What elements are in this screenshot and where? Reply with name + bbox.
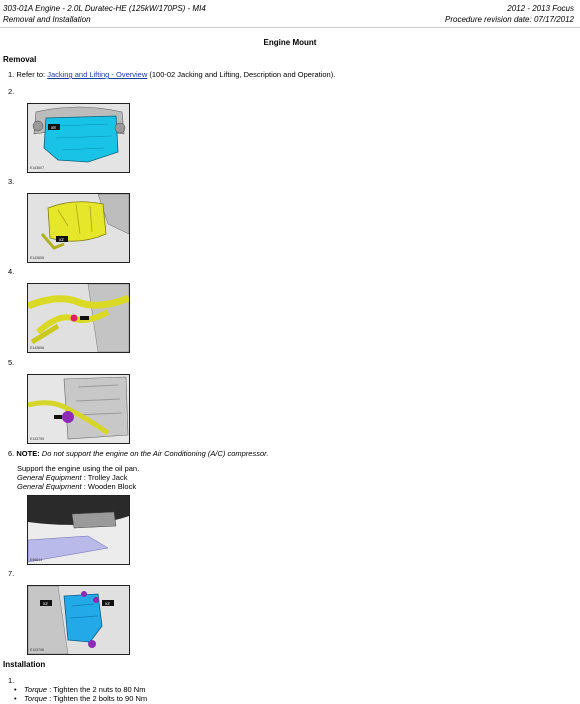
removal-heading: Removal [3, 55, 37, 64]
figure-id: E143655 [30, 256, 45, 260]
figure-id: E143796 [30, 648, 45, 652]
figure-step-2 [27, 103, 130, 173]
callout-label: x8 [51, 125, 56, 130]
figure-id: E143795 [30, 437, 45, 441]
removal-step-6: 6. NOTE: Do not support the engine on the Air Conditioning (A/C) compressor. [8, 449, 269, 458]
removal-step-7-number: 7. [8, 569, 15, 578]
equipment-line-1: General Equipment : Trolley Jack [17, 473, 128, 482]
callout-label-left: x2 [43, 601, 48, 606]
doc-subtitle: Removal and Installation [3, 15, 91, 24]
note-text: Do not support the engine on the Air Conditioning (A/C) compressor. [39, 449, 269, 458]
note-label: NOTE: [16, 449, 40, 458]
engine-mount-illustration [28, 586, 129, 654]
document-header [0, 0, 580, 28]
figure-id: E96644 [30, 558, 43, 562]
vehicle-label: 2012 - 2013 Focus [507, 4, 574, 13]
figure-step-3 [27, 193, 130, 263]
figure-step-7 [27, 585, 130, 655]
installation-step-1-number: 1. [8, 676, 15, 685]
figure-step-5 [27, 374, 130, 444]
page-title: Engine Mount [263, 38, 317, 47]
hose-bracket-illustration [28, 284, 129, 352]
removal-step-3-number: 3. [8, 177, 15, 186]
harness-bracket-illustration [28, 375, 129, 443]
removal-step-4-number: 4. [8, 267, 15, 276]
removal-step-5-number: 5. [8, 358, 15, 367]
figure-id: E143607 [30, 166, 45, 170]
oil-pan-support-illustration [28, 496, 129, 564]
removal-step-1: 1. Refer to: Jacking and Lifting - Overview (100-02 Jacking and Lifting, Description and Operation). [8, 70, 336, 79]
revision-date: Procedure revision date: 07/17/2012 [445, 15, 574, 24]
figure-step-4 [27, 283, 130, 353]
installation-heading: Installation [3, 660, 46, 669]
step-6-instruction: Support the engine using the oil pan. [17, 464, 140, 473]
underbody-shield-illustration [28, 104, 129, 172]
torque-line-2: • Torque : Tighten the 2 bolts to 90 Nm [24, 694, 147, 703]
doc-title: 303-01A Engine - 2.0L Duratec-HE (125kW/170PS) - MI4 [3, 4, 206, 13]
engine-cover-illustration [28, 194, 129, 262]
figure-step-6 [27, 495, 130, 565]
equipment-line-2: General Equipment : Wooden Block [17, 482, 137, 491]
callout-label-right: x2 [105, 601, 110, 606]
torque-line-1: • Torque : Tighten the 2 nuts to 80 Nm [24, 685, 145, 694]
jacking-lifting-link[interactable]: Jacking and Lifting - Overview [47, 70, 148, 79]
figure-id: E143656 [30, 346, 45, 350]
callout-label: x2 [59, 237, 64, 242]
removal-step-2-number: 2. [8, 87, 15, 96]
